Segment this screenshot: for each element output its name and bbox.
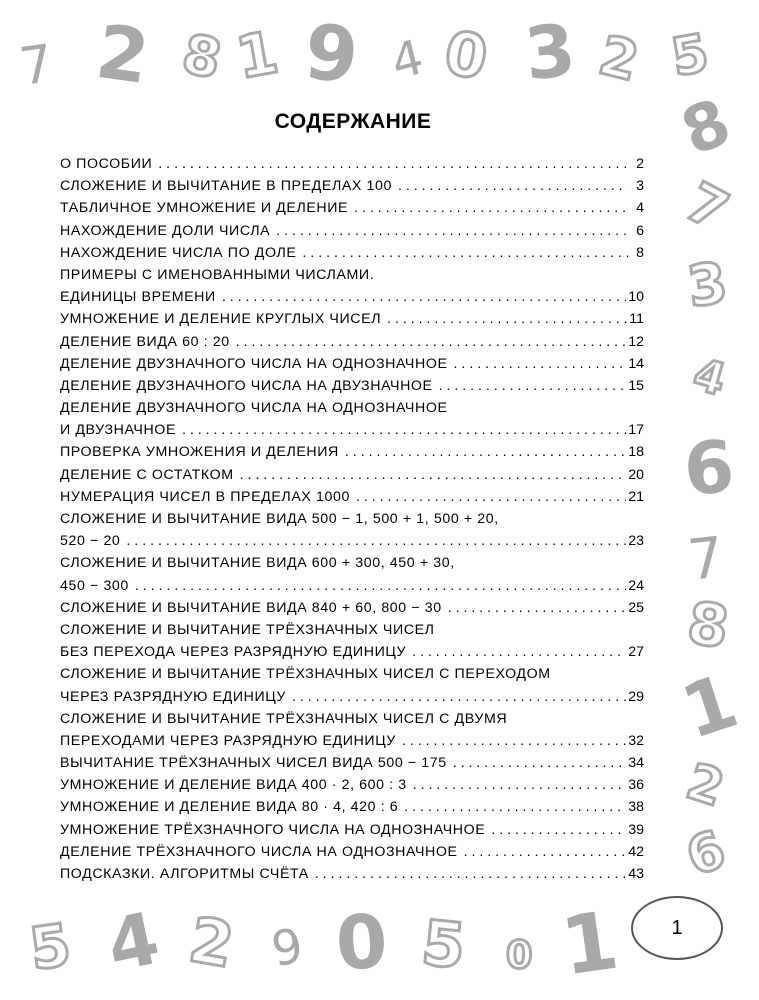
- toc-dot-leader: [454, 353, 627, 375]
- toc-entry-title: ПРИМЕРЫ С ИМЕНОВАННЫМИ ЧИСЛАМИ.: [60, 266, 375, 283]
- toc-dot-leader: [182, 419, 626, 441]
- toc-entry-line-last: [60, 375, 644, 397]
- decor-digit: 4: [687, 348, 732, 407]
- toc-entry-title: СЛОЖЕНИЕ И ВЫЧИТАНИЕ ВИДА 600 + 300, 450 + 30,: [60, 555, 455, 572]
- toc-entry-title: ВЫЧИТАНИЕ ТРЁХЗНАЧНЫХ ЧИСЕЛ ВИДА 500 − 175: [60, 755, 447, 772]
- toc-page-number: 32: [628, 732, 644, 749]
- toc-entry-line-last: [60, 242, 644, 264]
- toc-entry[interactable]: [60, 486, 644, 508]
- toc-entry-title: СЛОЖЕНИЕ И ВЫЧИТАНИЕ ТРЁХЗНАЧНЫХ ЧИСЕЛ С ПЕРЕХОДОМ: [60, 666, 551, 683]
- toc-dot-leader: [439, 375, 627, 397]
- decor-digit: 7: [684, 525, 727, 594]
- toc-entry-line-last: [60, 353, 644, 375]
- toc-entry[interactable]: [60, 597, 644, 619]
- toc-page-number: 34: [628, 755, 644, 772]
- toc-dot-leader: [402, 730, 626, 752]
- toc-dot-leader: [387, 308, 627, 330]
- decor-digit: 5: [667, 23, 714, 89]
- toc-entry-line-last: [60, 575, 644, 597]
- decor-digit: 8: [671, 85, 741, 171]
- toc-entry-title: СЛОЖЕНИЕ И ВЫЧИТАНИЕ ВИДА 840 + 60, 800 − 30: [60, 599, 442, 616]
- decor-digit: 9: [267, 917, 308, 979]
- decor-digit: 1: [555, 893, 624, 994]
- toc-entry-line: [60, 397, 644, 419]
- toc-dot-leader: [453, 752, 626, 774]
- toc-entry-title: 450 − 300: [60, 577, 129, 594]
- toc-entry-line: [60, 264, 644, 286]
- toc-entry-line-last: [60, 686, 644, 708]
- toc-dot-leader: [135, 575, 626, 597]
- toc-dot-leader: [126, 530, 626, 552]
- decor-digit: 0: [506, 933, 533, 977]
- toc-entry-line: [60, 708, 644, 730]
- toc-entry-title: УМНОЖЕНИЕ И ДЕЛЕНИЕ КРУГЛЫХ ЧИСЕЛ: [60, 311, 382, 328]
- toc-entry[interactable]: [60, 619, 644, 663]
- toc-entry-line-last: [60, 641, 644, 663]
- toc-page-number: 11: [629, 311, 644, 328]
- toc-page-number: 20: [628, 466, 644, 483]
- toc-dot-leader: [404, 796, 626, 818]
- decor-digit: 6: [678, 819, 734, 889]
- toc-entry-line-last: [60, 730, 644, 752]
- toc-page-number: 29: [628, 688, 644, 705]
- decor-digit: 3: [683, 250, 732, 321]
- toc-entry[interactable]: [60, 242, 644, 264]
- toc-entry[interactable]: [60, 464, 644, 486]
- toc-entry-line-last: [60, 863, 644, 885]
- decor-digit: 0: [333, 898, 391, 988]
- toc-entry-title: ТАБЛИЧНОЕ УМНОЖЕНИЕ И ДЕЛЕНИЕ: [60, 200, 349, 217]
- toc-entry-line: [60, 508, 644, 530]
- toc-entry-line-last: [60, 286, 644, 308]
- toc-page-number: 14: [628, 355, 644, 372]
- toc-entry[interactable]: [60, 819, 644, 841]
- toc-entry-line-last: [60, 841, 644, 863]
- toc-page-number: 43: [628, 866, 644, 882]
- toc-entry-title: НУМЕРАЦИЯ ЧИСЕЛ В ПРЕДЕЛАХ 1000: [60, 488, 350, 505]
- toc-entry[interactable]: [60, 752, 644, 774]
- toc-entry-line-last: [60, 153, 644, 175]
- toc-entry[interactable]: [60, 175, 644, 197]
- toc-entry-title: УМНОЖЕНИЕ И ДЕЛЕНИЕ ВИДА 400 · 2, 600 : 3: [60, 777, 407, 794]
- toc-page-number: 18: [628, 444, 644, 461]
- toc-dot-leader: [356, 486, 626, 508]
- toc-page-number: 36: [628, 777, 644, 794]
- toc-entry[interactable]: [60, 774, 644, 796]
- page-number: 1: [671, 917, 683, 939]
- toc-entry-title: ЕДИНИЦЫ ВРЕМЕНИ: [60, 289, 216, 306]
- toc-dot-leader: [448, 597, 626, 619]
- toc-entry-title: ПОДСКАЗКИ. АЛГОРИТМЫ СЧЁТА: [60, 866, 309, 882]
- decor-digit: 8: [176, 21, 227, 92]
- toc-entry[interactable]: [60, 552, 644, 596]
- toc-page-number: 10: [628, 289, 644, 306]
- decor-digit: 1: [671, 658, 748, 756]
- toc-page-number: 15: [628, 377, 644, 394]
- decor-digit: 4: [385, 29, 429, 91]
- toc-dot-leader: [236, 331, 626, 353]
- toc-page-number: 4: [636, 200, 644, 217]
- toc-dot-leader: [491, 819, 626, 841]
- toc-entry-title: СЛОЖЕНИЕ И ВЫЧИТАНИЕ В ПРЕДЕЛАХ 100: [60, 178, 392, 195]
- decor-digit: 8: [683, 588, 733, 662]
- toc-entry-title: ДЕЛЕНИЕ ДВУЗНАЧНОГО ЧИСЛА НА ОДНОЗНАЧНОЕ: [60, 355, 448, 372]
- toc-entry-title: ДЕЛЕНИЕ ДВУЗНАЧНОГО ЧИСЛА НА ДВУЗНАЧНОЕ: [60, 377, 433, 394]
- page-title: СОДЕРЖАНИЕ: [274, 110, 432, 133]
- toc-entry[interactable]: [60, 197, 644, 219]
- decor-digit: 9: [300, 6, 363, 101]
- toc-entry-title: НАХОЖДЕНИЕ ЧИСЛА ПО ДОЛЕ: [60, 244, 297, 261]
- toc-entry-line-last: [60, 752, 644, 774]
- toc-entry[interactable]: [60, 663, 644, 707]
- toc-entry-title: СЛОЖЕНИЕ И ВЫЧИТАНИЕ ВИДА 500 − 1, 500 + 1, 500 + 20,: [60, 511, 499, 527]
- toc-dot-leader: [302, 242, 628, 264]
- toc-entry-title: О ПОСОБИИ: [60, 156, 153, 172]
- toc-entry[interactable]: [60, 397, 644, 441]
- toc-entry-line: [60, 619, 644, 641]
- toc-page-number: 21: [628, 488, 644, 505]
- toc-entry-line-last: [60, 819, 644, 841]
- toc-dot-leader: [398, 175, 628, 197]
- toc-dot-leader: [354, 197, 628, 219]
- toc-entry-line-last: [60, 486, 644, 508]
- table-of-contents: [60, 153, 644, 885]
- toc-entry-title: ДЕЛЕНИЕ С ОСТАТКОМ: [60, 466, 234, 483]
- toc-entry[interactable]: [60, 153, 644, 175]
- decor-digit: 7: [675, 169, 739, 244]
- toc-entry-title: СЛОЖЕНИЕ И ВЫЧИТАНИЕ ТРЁХЗНАЧНЫХ ЧИСЕЛ С ДВУМЯ: [60, 710, 508, 727]
- toc-entry-title: 520 − 20: [60, 533, 121, 550]
- decor-digit: 1: [231, 18, 283, 92]
- decor-digit: 7: [15, 33, 58, 99]
- toc-page-number: 27: [628, 644, 644, 661]
- toc-entry[interactable]: [60, 220, 644, 242]
- toc-page-number: 2: [636, 156, 644, 172]
- toc-entry-title: ПЕРЕХОДАМИ ЧЕРЕЗ РАЗРЯДНУЮ ЕДИНИЦУ: [60, 732, 396, 749]
- toc-entry[interactable]: [60, 841, 644, 863]
- toc-entry-title: ДЕЛЕНИЕ ВИДА 60 : 20: [60, 333, 230, 350]
- toc-entry[interactable]: [60, 264, 644, 308]
- decor-digit: 5: [25, 910, 75, 984]
- toc-entry-title: ЧЕРЕЗ РАЗРЯДНУЮ ЕДИНИЦУ: [60, 688, 286, 705]
- toc-dot-leader: [413, 774, 626, 796]
- decor-digit: 2: [593, 23, 645, 94]
- toc-entry[interactable]: [60, 863, 644, 885]
- toc-entry-title: ПРОВЕРКА УМНОЖЕНИЯ И ДЕЛЕНИЯ: [60, 444, 339, 461]
- toc-dot-leader: [240, 464, 627, 486]
- decor-digit: 0: [439, 17, 493, 95]
- toc-entry-title: УМНОЖЕНИЕ И ДЕЛЕНИЕ ВИДА 80 · 4, 420 : 6: [60, 799, 399, 816]
- toc-dot-leader: [345, 441, 626, 463]
- toc-entry-title: НАХОЖДЕНИЕ ДОЛИ ЧИСЛА: [60, 222, 271, 239]
- toc-page-number: 38: [628, 799, 644, 816]
- toc-entry[interactable]: [60, 508, 644, 552]
- toc-entry-line-last: [60, 197, 644, 219]
- toc-entry-title: И ДВУЗНАЧНОЕ: [60, 422, 177, 439]
- toc-entry-title: ДЕЛЕНИЕ ДВУЗНАЧНОГО ЧИСЛА НА ОДНОЗНАЧНОЕ: [60, 400, 448, 417]
- toc-entry-title: ДЕЛЕНИЕ ТРЁХЗНАЧНОГО ЧИСЛА НА ОДНОЗНАЧНОЕ: [60, 843, 458, 860]
- toc-entry-line-last: [60, 419, 644, 441]
- toc-entry[interactable]: [60, 308, 644, 330]
- toc-entry[interactable]: [60, 353, 644, 375]
- toc-entry-title: УМНОЖЕНИЕ ТРЁХЗНАЧНОГО ЧИСЛА НА ОДНОЗНАЧНОЕ: [60, 821, 486, 838]
- toc-page-number: 42: [628, 843, 644, 860]
- toc-entry-line: [60, 663, 644, 685]
- toc-entry[interactable]: [60, 375, 644, 397]
- toc-page-number: 24: [628, 577, 644, 594]
- toc-entry[interactable]: [60, 331, 644, 353]
- toc-page-number: 39: [628, 821, 644, 838]
- toc-entry-line-last: [60, 530, 644, 552]
- decor-digit: 4: [99, 895, 167, 989]
- toc-dot-leader: [292, 686, 626, 708]
- toc-page-number: 6: [636, 222, 644, 239]
- toc-page-number: 8: [636, 244, 644, 261]
- toc-page-number: 23: [628, 533, 644, 550]
- toc-dot-leader: [222, 286, 626, 308]
- toc-page-number: 12: [628, 333, 644, 350]
- toc-dot-leader: [315, 863, 626, 885]
- decor-digit: 2: [184, 902, 240, 983]
- toc-entry[interactable]: [60, 441, 644, 463]
- toc-entry-title: СЛОЖЕНИЕ И ВЫЧИТАНИЕ ТРЁХЗНАЧНЫХ ЧИСЕЛ: [60, 621, 435, 638]
- toc-dot-leader: [412, 641, 626, 663]
- toc-dot-leader: [276, 220, 628, 242]
- toc-page-number: 17: [628, 422, 644, 439]
- decor-digit: 2: [679, 752, 731, 818]
- toc-entry-line-last: [60, 175, 644, 197]
- toc-entry-line-last: [60, 308, 644, 330]
- decor-digit: 3: [520, 7, 580, 97]
- toc-entry[interactable]: [60, 796, 644, 818]
- toc-dot-leader: [158, 153, 628, 175]
- toc-entry-line-last: [60, 220, 644, 242]
- toc-entry-title: БЕЗ ПЕРЕХОДА ЧЕРЕЗ РАЗРЯДНУЮ ЕДИНИЦУ: [60, 644, 407, 661]
- toc-dot-leader: [464, 841, 627, 863]
- toc-entry-line-last: [60, 597, 644, 619]
- toc-page-number: 3: [636, 178, 644, 195]
- toc-entry-line-last: [60, 441, 644, 463]
- toc-entry-line-last: [60, 774, 644, 796]
- toc-entry-line-last: [60, 331, 644, 353]
- toc-entry-line: [60, 552, 644, 574]
- toc-entry[interactable]: [60, 708, 644, 752]
- toc-entry-line-last: [60, 796, 644, 818]
- decor-digit: 5: [418, 905, 469, 984]
- toc-entry-line-last: [60, 464, 644, 486]
- toc-page-number: 25: [628, 599, 644, 616]
- decor-digit: 6: [681, 424, 737, 512]
- decor-digit: 2: [91, 8, 155, 102]
